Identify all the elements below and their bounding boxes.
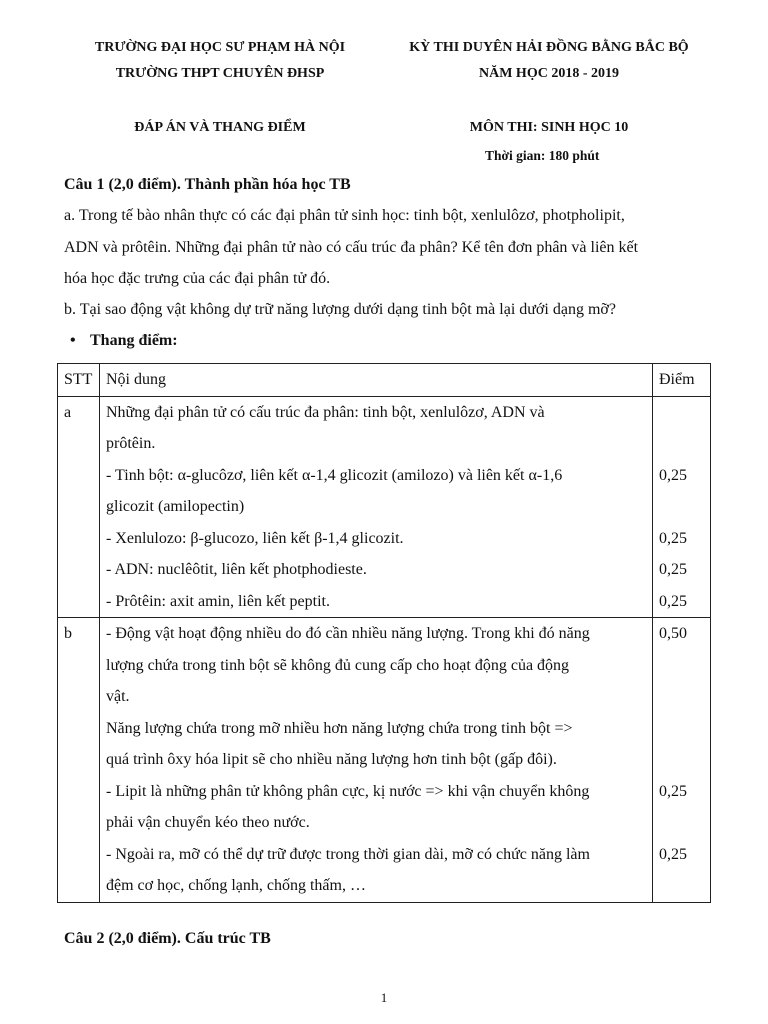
table-row [58, 396, 711, 618]
content-line: - Động vật hoạt động nhiều do đó cần nhiều năng lượng. Trong khi đó năng [106, 625, 590, 642]
question-1-text-line: ADN và prôtêin. Những đại phân tử nào có cấu trúc đa phân? Kể tên đơn phân và liên kết [64, 239, 639, 256]
table-row [58, 618, 711, 903]
time-label: Thời gian: 180 phút [485, 148, 600, 163]
content-line: - Tinh bột: α-glucôzơ, liên kết α-1,4 glicozit (amilozo) và liên kết α-1,6 [106, 466, 563, 484]
row-label: a [58, 396, 100, 618]
answer-key-title: ĐÁP ÁN VÀ THANG ĐIỂM [134, 120, 306, 135]
column-header-content: Nội dung [100, 364, 653, 397]
content-line: - Lipit là những phân tử không phân cực, kị nước => khi vận chuyển không [106, 782, 590, 800]
content-line: lượng chứa trong tinh bột sẽ không đủ cung cấp cho hoạt động của động [106, 656, 570, 674]
row-content [100, 396, 653, 618]
content-line: Những đại phân tử có cấu trúc đa phân: tinh bột, xenlulôzơ, ADN và [106, 403, 545, 421]
points-value [659, 650, 704, 682]
content-line: - Xenlulozo: β-glucozo, liên kết β-1,4 glicozit. [106, 529, 404, 547]
question-1-text-line: b. Tại sao động vật không dự trữ năng lượng dưới dạng tinh bột mà lại dưới dạng mỡ? [64, 301, 616, 318]
content-line: glicozit (amilopectin) [106, 498, 245, 515]
subject-label: MÔN THI: SINH HỌC 10 [469, 120, 629, 135]
scoring-table [57, 363, 711, 903]
points-value: 0,25 [659, 529, 687, 547]
content-line: - ADN: nuclêôtit, liên kết photphodieste. [106, 561, 367, 578]
points-value [659, 713, 704, 745]
content-line: - Ngoài ra, mỡ có thể dự trữ được trong thời gian dài, mỡ có chức năng làm [106, 845, 590, 863]
content-line: phải vận chuyển kéo theo nước. [106, 814, 310, 831]
question-2-heading: Câu 2 (2,0 điểm). Cấu trúc TB [64, 930, 271, 947]
bullet-icon: • [70, 332, 76, 349]
content-line: vật. [106, 688, 130, 705]
question-1-heading: Câu 1 (2,0 điểm). Thành phần hóa học TB [64, 176, 351, 193]
points-value [659, 491, 704, 523]
column-header-points: Điểm [653, 364, 711, 397]
points-value: 0,25 [659, 592, 687, 610]
points-value [659, 807, 704, 839]
content-line: Năng lượng chứa trong mỡ nhiều hơn năng lượng chứa trong tinh bột => [106, 719, 573, 737]
table-header-row [58, 364, 711, 397]
content-line: - Prôtêin: axit amin, liên kết peptit. [106, 592, 330, 610]
points-value: 0,50 [659, 625, 687, 642]
exam-title: KỲ THI DUYÊN HẢI ĐỒNG BẰNG BẮC BỘ [409, 40, 689, 55]
points-value [659, 681, 704, 713]
row-points [653, 396, 711, 618]
content-line: quá trình ôxy hóa lipit sẽ cho nhiều năng lượng hơn tinh bột (gấp đôi). [106, 751, 557, 768]
points-value [659, 397, 704, 429]
points-value: 0,25 [659, 561, 687, 578]
content-line: đệm cơ học, chống lạnh, chống thấm, … [106, 877, 366, 894]
high-school-name: TRƯỜNG THPT CHUYÊN ĐHSP [115, 66, 325, 81]
points-value [659, 870, 704, 902]
points-value [659, 744, 704, 776]
points-value [659, 428, 704, 460]
row-label: b [58, 618, 100, 903]
row-content [100, 618, 653, 903]
points-value: 0,25 [659, 782, 687, 800]
points-value: 0,25 [659, 845, 687, 863]
scoring-heading [70, 332, 178, 350]
school-name: TRƯỜNG ĐẠI HỌC SƯ PHẠM HÀ NỘI [94, 40, 346, 55]
question-1-text-line: a. Trong tế bào nhân thực có các đại phân tử sinh học: tinh bột, xenlulôzơ, photpholipit, [64, 207, 625, 224]
question-1-text-line: hóa học đặc trưng của các đại phân tử đó. [64, 270, 331, 287]
page-number: 1 [380, 990, 388, 1005]
school-year: NĂM HỌC 2018 - 2019 [479, 66, 619, 81]
column-header-stt: STT [58, 364, 100, 397]
scoring-heading-label: Thang điểm: [90, 332, 178, 349]
row-points [653, 618, 711, 903]
points-value: 0,25 [659, 466, 687, 484]
content-line: prôtêin. [106, 435, 156, 452]
